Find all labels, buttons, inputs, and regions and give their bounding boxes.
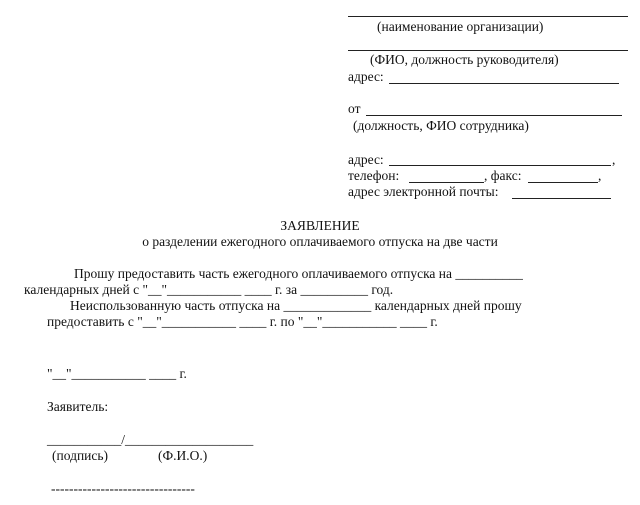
document-title: ЗАЯВЛЕНИЕ xyxy=(280,218,360,233)
body-line-2: календарных дней с "__"___________ ____ г. за __________ год. xyxy=(24,282,394,297)
email-line xyxy=(512,198,611,199)
employee-caption: (должность, ФИО сотрудника) xyxy=(353,118,529,133)
phone-label: телефон: xyxy=(348,168,400,183)
email-label: адрес электронной почты: xyxy=(348,184,499,199)
organization-caption: (наименование организации) xyxy=(377,19,544,34)
employee-name-line xyxy=(366,115,622,116)
fax-comma: , xyxy=(598,168,602,183)
document-subtitle: о разделении ежегодного оплачиваемого отпуска на две части xyxy=(142,234,498,249)
head-name-line xyxy=(348,50,628,51)
signature-caption: (подпись) xyxy=(52,448,109,463)
separator-line: -------------------------------- xyxy=(51,481,195,496)
from-label: от xyxy=(348,101,361,116)
body-line-4: предоставить с "__"___________ ____ г. по "__"___________ ____ г. xyxy=(47,314,438,329)
employee-address-line xyxy=(389,165,611,166)
phone-line xyxy=(409,182,484,183)
organization-address-label: адрес: xyxy=(348,69,384,84)
body-line-1: Прошу предоставить часть ежегодного оплачиваемого отпуска на __________ xyxy=(74,266,523,281)
fax-label: , факс: xyxy=(484,168,522,183)
fax-line xyxy=(528,182,598,183)
organization-name-line xyxy=(348,16,628,17)
applicant-label: Заявитель: xyxy=(47,399,109,414)
head-caption: (ФИО, должность руководителя) xyxy=(370,52,559,67)
employee-address-comma: , xyxy=(612,152,616,167)
employee-address-label: адрес: xyxy=(348,152,384,167)
signature-line: ___________/___________________ xyxy=(47,432,254,447)
organization-address-line xyxy=(389,83,619,84)
application-date: "__"___________ ____ г. xyxy=(47,366,187,381)
name-caption: (Ф.И.О.) xyxy=(158,448,208,463)
body-line-3: Неиспользованную часть отпуска на _____________ календарных дней прошу xyxy=(70,298,522,313)
